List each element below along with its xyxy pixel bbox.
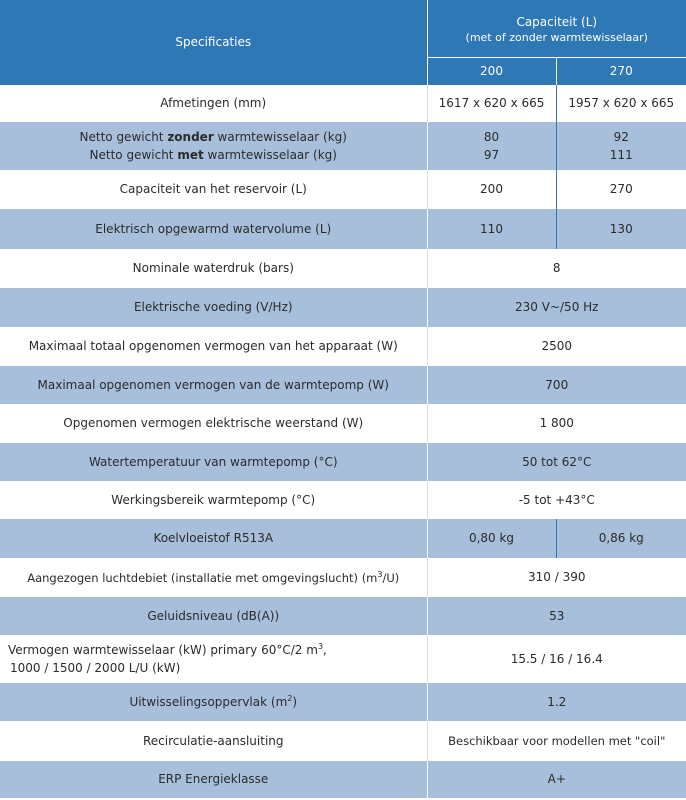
row-exchange-surface bbox=[0, 683, 686, 721]
row-label: Uitwisselingsoppervlak $(m^2)$ bbox=[0, 683, 427, 721]
row-water-pressure bbox=[0, 249, 686, 288]
row-airflow bbox=[0, 558, 686, 597]
value: -5 tot +43°C bbox=[427, 481, 686, 519]
value: 8 bbox=[427, 249, 686, 288]
value: 15.5 / 16 / 16.4 bbox=[427, 635, 686, 683]
row-label: Maximaal totaal opgenomen vermogen van het apparaat (W) bbox=[0, 327, 427, 366]
row-working-range bbox=[0, 481, 686, 519]
value: 230 V~/50 Hz bbox=[427, 288, 686, 327]
row-label: Geluidsniveau (dB(A)) bbox=[0, 597, 427, 635]
value-200: 1617 x 620 x 665 bbox=[427, 85, 556, 122]
row-weight bbox=[0, 122, 686, 170]
capacity-header bbox=[427, 0, 686, 57]
value-200: 110 bbox=[427, 209, 556, 249]
value: 50 tot 62°C bbox=[427, 443, 686, 481]
capacity-subtitle: (met of zonder warmtewisselaar) bbox=[465, 30, 648, 44]
value-270: 1957 x 620 x 665 bbox=[556, 85, 686, 122]
row-exchanger-power bbox=[0, 635, 686, 683]
value-200: 0,80 kg bbox=[427, 519, 556, 558]
row-reservoir bbox=[0, 170, 686, 209]
row-power-supply bbox=[0, 288, 686, 327]
row-erp bbox=[0, 761, 686, 798]
row-label: Recirculatie-aansluiting bbox=[0, 721, 427, 761]
row-noise bbox=[0, 597, 686, 635]
value: A+ bbox=[427, 761, 686, 798]
value-200: 200 bbox=[427, 170, 556, 209]
value: 700 bbox=[427, 366, 686, 404]
row-label: ERP Energieklasse bbox=[0, 761, 427, 798]
specs-title: Specificaties bbox=[0, 0, 427, 85]
value: 1 800 bbox=[427, 404, 686, 443]
row-label: Afmetingen (mm) bbox=[0, 85, 427, 122]
row-max-hp-power bbox=[0, 366, 686, 404]
value: 310 / 390 bbox=[427, 558, 686, 597]
row-label: Elektrische voeding (V/Hz) bbox=[0, 288, 427, 327]
row-label: Werkingsbereik warmtepomp (°C) bbox=[0, 481, 427, 519]
row-label: Vermogen warmtewisselaar (kW) primary 60°C/2 $m^3$, 1000 / 1500 / 2000 L/U (kW) bbox=[0, 635, 427, 683]
row-dimensions bbox=[0, 85, 686, 122]
row-heated-volume bbox=[0, 209, 686, 249]
column-200-header: 200 bbox=[427, 57, 556, 85]
row-label: Elektrisch opgewarmd watervolume (L) bbox=[0, 209, 427, 249]
value-270: 130 bbox=[556, 209, 686, 249]
value-270: 0,86 kg bbox=[556, 519, 686, 558]
value: 1.2 bbox=[427, 683, 686, 721]
row-label: Opgenomen vermogen elektrische weerstand (W) bbox=[0, 404, 427, 443]
value-200: 80 97 bbox=[427, 122, 556, 170]
row-label: Nominale waterdruk (bars) bbox=[0, 249, 427, 288]
row-label: Netto gewicht zonder warmtewisselaar (kg) Netto gewicht met warmtewisselaar (kg) bbox=[0, 122, 427, 170]
row-resistance-power bbox=[0, 404, 686, 443]
row-recirculation bbox=[0, 721, 686, 761]
row-label: Capaciteit van het reservoir (L) bbox=[0, 170, 427, 209]
row-refrigerant bbox=[0, 519, 686, 558]
value-270: 92 111 bbox=[556, 122, 686, 170]
row-max-total-power bbox=[0, 327, 686, 366]
value: 2500 bbox=[427, 327, 686, 366]
row-water-temp bbox=[0, 443, 686, 481]
capacity-title: Capaciteit (L) bbox=[516, 14, 598, 29]
value: Beschikbaar voor modellen met "coil" bbox=[427, 721, 686, 761]
row-label: Watertemperatuur van warmtepomp (°C) bbox=[0, 443, 427, 481]
value-270: 270 bbox=[556, 170, 686, 209]
row-label: Aangezogen luchtdebiet (installatie met omgevingslucht) $(m^3/U)$ bbox=[0, 558, 427, 597]
row-label: Koelvloeistof R513A bbox=[0, 519, 427, 558]
column-270-header: 270 bbox=[556, 57, 686, 85]
value: 53 bbox=[427, 597, 686, 635]
row-label: Maximaal opgenomen vermogen van de warmtepomp (W) bbox=[0, 366, 427, 404]
